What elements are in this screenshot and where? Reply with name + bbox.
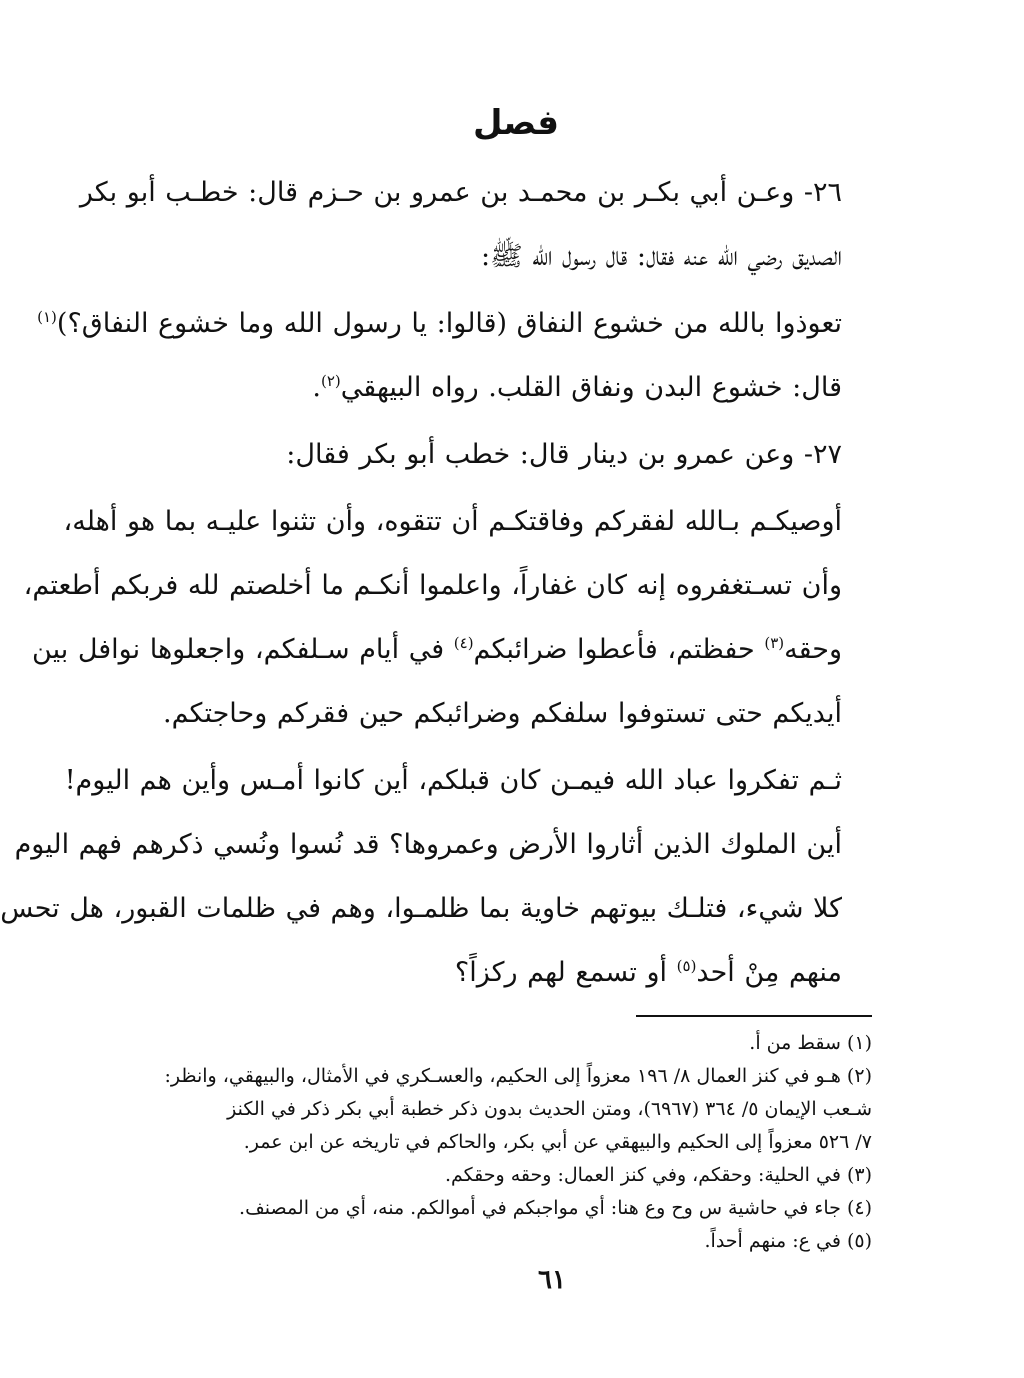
text-line [37,292,842,356]
footnote-line: (٢) هـو في كنز العمال ٨/ ١٩٦ معزواً إلى الحكيم، والعسـكري في الأمثال، والبيهقي، وانظر: [164,1065,872,1087]
footnotes [160,1027,872,1258]
text-line: الصديق رضي الله عنه فقال: قال رسول الله ﷺ: [480,241,842,272]
text-line: ٢٧- وعن عمرو بن دينار قال: خطب أبو بكر فقال: [286,439,842,470]
paragraph-27-reflection [0,749,872,1005]
text-line [160,941,842,1005]
text-line: ثـم تفكروا عباد الله فيمـن كان قبلكم، أين كانوا أمـس وأين هم اليوم! [64,765,842,796]
footnote-line: شـعب الإيمان ٥/ ٣٦٤ (٦٩٦٧)، ومتن الحديث بدون ذكر خطبة أبي بكر ذكر في الكنز [227,1098,872,1120]
text-segment: حفظتم، فأعطوا ضرائبكم [473,634,755,665]
text-segment: وحقه [784,634,842,665]
text-line: أيديكم حتى تستوفوا سلفكم وضرائبكم حين فقركم وحاجتكم. [163,698,842,729]
text-line: ٢٦- وعـن أبي بكـر بن محمـد بن عمرو بن حـزم قال: خطـب أبو بكر [79,177,842,208]
text-line: كلا شيء، فتلـك بيوتهم خاوية بما ظلمـوا، وهم في ظلمات القبور، هل تحس [0,893,842,924]
footnote-4 [160,1192,872,1225]
document-page [0,95,872,1258]
text-segment: أو تسمع لهم ركزاً؟ [454,957,668,988]
footnote-2 [160,1060,872,1159]
footnote-mark[interactable]: (١) [37,308,57,326]
text-segment: منهم مِنْ أحد [696,957,842,988]
footnote-3 [160,1159,872,1192]
footnote-5 [160,1225,872,1258]
footnote-mark[interactable]: (٥) [676,957,697,975]
footnote-divider [636,1015,872,1017]
paragraph-27-sermon [23,490,872,746]
text-line: وأن تسـتغفروه إنه كان غفاراً، واعلموا أنكـم ما أخلصتم لله فربكم أطعتم، [23,570,842,601]
section-title: فصل [472,103,560,143]
text-line: أوصيكـم بـالله لفقركم وفاقتكـم أن تتقوه، وأن تثنوا عليـه بما هو أهله، [63,506,842,537]
page-number: ٦١ [538,1265,566,1295]
footnote-line: (٤) جاء في حاشية س وح وع هنا: أي مواجبكم في أموالكم. منه، أي من المصنف. [239,1197,872,1219]
footnote-line: (٥) في ع: منهم أحداً. [704,1230,872,1252]
text-line [32,618,842,682]
footnote-line: (١) سقط من أ. [749,1032,872,1054]
footnote-mark[interactable]: (٣) [764,634,785,652]
footnote-mark[interactable]: (٢) [321,372,341,390]
footnote-1 [160,1027,872,1060]
footnote-line: (٣) في الحلية: وحقكم، وفي كنز العمال: وحقه وحقكم. [444,1164,872,1186]
paragraph-26-intro [79,161,872,289]
text-line: أين الملوك الذين أثاروا الأرض وعمروها؟ قد نُسوا ونُسي ذكرهم فهم اليوم [14,829,842,860]
paragraph-26-hadith [37,292,872,420]
text-line: قال: خشوع البدن ونفاق القلب. رواه البيهقي$^{(٢)}$. [312,372,842,403]
footnote-mark[interactable]: (٤) [453,634,474,652]
paragraph-27-intro [160,423,872,487]
footnote-line: ٧/ ٥٢٦ معزواً إلى الحكيم والبيهقي عن أبي بكر، والحاكم في تاريخه عن ابن عمر. [243,1131,872,1153]
text-segment: قال: خشوع البدن ونفاق القلب. رواه البيهقي [340,372,842,403]
text-segment: تعوذوا بالله من خشوع النفاق (قالوا: يا رسول الله وما خشوع النفاق؟) [56,308,842,339]
text-segment: في أيام سـلفكم، واجعلوها نوافل بين [32,634,445,665]
